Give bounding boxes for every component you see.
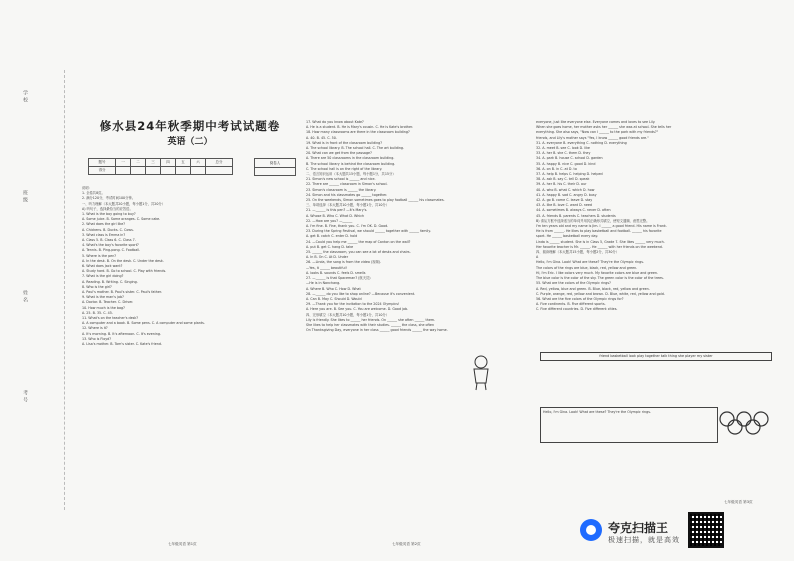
score-cell [116,167,131,175]
text-line: A. In B. On C. At D. Under [306,255,349,260]
text-line: A. Doctor. B. Teacher. C. Driver. [82,300,134,305]
text-line: 25. ______ the classroom, you can see a lot of desks and chairs. [306,250,411,255]
text-line: A. Some juice. B. Some oranges. C. Some cake. [82,217,161,222]
text-line: 55. What are the colors of the Olympic rings? [536,281,611,286]
text-line: 20. What can we get from the passage? [306,151,372,156]
text-line: 29. —Thank you for the invitation to the 2024 Olympics! [306,302,400,307]
word-bank-box: friend basketball look play together talk thing she player my sister [540,352,772,361]
text-line: 4. What's the boy's favorite sport? [82,243,139,248]
text-line: everything. She also says, "Now can I ______ to the park with my friends?" [536,130,659,135]
text-line: A. 40. B. 45. C. 50. [306,135,337,140]
score-table [88,158,233,175]
binding-label-name: 姓名 [22,290,28,304]
text-line: A. In the desk. B. On the desk. C. Under the desk. [82,258,164,263]
text-line: 28. —______ do you like to shop online? —Because it's convenient. [306,291,416,296]
text-line: 三、单项选择（本大题共10小题，每小题1分，共10分） [306,203,390,208]
text-line: —He is in Nanchang. [306,281,341,286]
text-line: 42. A. go B. come C. leave D. stay [536,198,593,203]
text-line: 18. How many classrooms are there in the classroom building? [306,130,410,135]
text-line: 四、阅读理解（本大题共15小题，每小题2分，共30分） [536,250,620,255]
text-line: A. Can B. May C. Should D. Would [306,296,362,301]
text-line: 5. Where is the pen? [82,253,117,258]
text-line: 11. What's on the teacher's desk? [82,316,139,321]
column-page-3 [536,120,772,313]
score-cell [146,167,161,175]
text-line: The colors of the rings are blue, black, red, yellow and green. [536,265,638,270]
text-line: friends, and Lily's mother says "Yes, I know ______ good friends are." [536,135,649,140]
text-line: B. The school library is behind the classroom building. [306,161,396,166]
score-table-value-row [89,167,233,175]
text-line: A. get B. catch C. enter D. hold [306,234,358,239]
text-line: 25. On the weekends, Simon sometimes goes to play football ______ his classmates. [306,198,445,203]
exam-title: 修水县24年秋季期中考试试题卷 [99,119,281,133]
text-line: A. Tennis. B. Ping-pong. C. Football. [82,248,141,253]
text-line: A [536,255,539,260]
page-footer-1: 七年级英语 第1页 [168,542,197,546]
score-cell: 总分 [206,159,233,167]
text-line: A. Reading. B. Writing. C. Singing. [82,279,138,284]
scanner-slogan: 极速扫描，就是高效 [608,536,680,544]
scanner-logo-icon [580,519,602,541]
page-footer-3: 七年级英语 第3页 [724,500,753,504]
text-line: A. Chickens. B. Ducks. C. Cows. [82,227,134,232]
text-line: A. There are 50 classrooms in the classroom building. [306,156,395,161]
text-line: 21. Simon's new school is ______ and nice. [306,177,376,182]
cartoon-child-icon [470,355,492,391]
text-line: 二、语言知识运用（本大题共15小题，每小题1分，共15分） [306,172,396,177]
text-line: A. Five continents. B. Five different sports. [536,302,606,307]
score-cell: 五 [176,159,191,167]
scanner-app-name: 夸克扫描王 [608,521,669,535]
text-line: 9. What is the man's job? [82,295,124,300]
text-line: 22. —How are you? —______ [306,218,353,223]
text-line: C. The school hall is on the right of the library. [306,166,383,171]
text-line: 2. What does the girl like? [82,222,125,227]
text-line: 6. What does Jack want? [82,264,123,269]
text-line: A. Study hard. B. Go to school. C. Play with friends. [82,269,167,274]
column-page-2 [306,120,528,333]
score-cell [161,167,176,175]
text-line: C. Five different countries. D. Five different cities. [536,307,618,312]
text-line: 2. 满分120分，考试时间100分钟。 [82,196,136,201]
score-cell: 二 [131,159,146,167]
score-table-header-row [89,159,233,167]
score-cell [131,167,146,175]
text-line: everyone, just like everyone else. Everyone comes and loves to see Lily. [536,120,656,124]
text-line: 26. —Linda, the song is from the video (视频). [306,260,382,265]
text-line: A. Red, yellow, blue and green. B. Blue, black, red, yellow and green. [536,286,650,291]
text-line: A. He is a student. B. He is Mary's cousin. C. He is Kate's brother. [306,125,414,130]
text-line: A. It's morning. B. It's afternoon. C. It's evening. [82,331,161,336]
score-cell [191,167,206,175]
score-cell: 一 [116,159,131,167]
binding-label-school: 学校 [22,90,28,104]
text-line: 39. A. her B. his C. their D. our [536,182,587,187]
text-line: A. I'm fine. B. Fine, thank you. C. I'm OK. D. Good. [306,224,389,229]
text-line: 34. A. park B. house C. school D. garden [536,156,603,161]
text-line: 10. How much is the bag? [82,305,125,310]
page-footer-2: 七年级英语 第2页 [392,542,421,546]
text-line: Lily is friendly. She likes to ______ her friends. On ______ she often ______ them. [306,317,436,322]
text-line: I'm ten years old and my name is Jim. I ______ a good friend. His name is Frank. [536,224,667,229]
text-line: She likes to help her classmates with their studies. ______ the class, she often [306,322,435,327]
text-line: 23. During the Spring Festival, we should ______ together with ______ family. [306,229,431,234]
text-line: 38. A. ask B. say C. tell D. speak [536,177,590,182]
text-line: 24. Simon and his classmates go ______ together. [306,192,388,197]
text-line: He is from ______. He likes to play basketball and football. ______ his favorite [536,229,662,234]
text-line: A. Where B. Who C. How D. What [306,286,361,291]
text-line: A. Whose B. Who C. What D. Which [306,213,365,218]
binding-label-class: 班级 [22,190,28,204]
text-line: When she goes home, her mother asks her ______ she was at school. She tells her [536,125,672,130]
text-line: Hi, I'm Eric. I like colors very much. My favorite colors are blue and green. [536,270,659,275]
text-line: A. Class 5. B. Class 6. C. Class 7. [82,238,136,243]
text-line: 四、完形填空（本大题共10小题，每小题1分，共10分） [306,312,390,317]
text-line: 37. A. help B. helps C. helping D. helped [536,172,603,177]
text-line: 21. —______ is this pen? —It's Mary's. [306,208,368,213]
binding-label-id: 考号 [22,390,28,404]
text-line: 24. —Could you help me ______ the map of Canton on the wall? [306,239,411,244]
olympic-box-text: Hello, I'm Gina. Look! What are these? They're the Olympic rings. [543,410,651,414]
text-line: 3. What class is Emma in? [82,232,126,237]
text-line: 31. A. everyone B. everything C. nothing D. everything [536,140,627,145]
score-cell: 三 [146,159,161,167]
score-cell [206,167,233,175]
score-cell [176,167,191,175]
text-line: 8. Who is the girl? [82,284,112,289]
text-line: 33. A. her B. she C. them D. they [536,151,591,156]
text-line: 1. What is the boy going to buy? [82,212,136,217]
text-line: 19. What is in front of the classroom building? [306,140,383,145]
text-line: Her favorite teacher is Mr. ______. He ______ with her friends on the weekend. [536,244,663,249]
score-cell: 题号 [89,159,116,167]
exam-subtitle: 英语（二） [167,137,213,147]
text-line: A. looks B. sounds C. feels D. smells [306,270,366,275]
text-line: 13. Who is Floyd? [82,336,112,341]
text-line: A. Here you are. B. See you. C. You are welcome. D. Good job. [306,307,409,312]
text-line: 36. A. on B. in C. at D. to [536,166,577,171]
text-line: On Thanksgiving Day, everyone in her class ______ good friends ______ the way home. [306,328,448,333]
olympic-rings-icon [718,410,770,436]
text-line: The blue color is the color of the sky. The green color is the color of the trees. [536,276,664,281]
text-line: A. put B. get C. hang D. take [306,244,354,249]
score-cell: 四 [161,159,176,167]
text-line: —Yes, it ______ beautiful! [306,265,347,270]
scorer-label: 阅卷人 [255,159,295,168]
olympic-reading-box [540,407,718,443]
text-line: 1. 全卷共8页。 [82,191,105,196]
text-line: 23. Simon's classroom is ______ the library. [306,187,377,192]
text-line: sport. He ______ basketball every day. [536,234,599,239]
text-line: 41. A. happy B. sad C. angry D. busy [536,192,597,197]
text-line: 44. A. sometimes B. always C. never D. often [536,208,611,213]
score-cell: 六 [191,159,206,167]
text-line: C. Purple, orange, red, yellow and brown. D. Blue, white, red, yellow and gold. [536,291,665,296]
text-line: B) 请从方框中选择适当的单词并用其正确形式填空，使短文通顺、意思完整。 [536,218,650,223]
text-line: Linda is ______ student. She is in Class 5, Grade 7. She likes ______ very much. [536,239,665,244]
text-line: A) 听句子，选择最恰当的应答语。 [82,206,133,211]
binding-margin [8,70,65,510]
text-line: 7. What is the girl doing? [82,274,124,279]
text-line: 35. A. happy B. nice C. good D. kind [536,161,596,166]
text-line: 一、听力理解（本大题共20小题，每小题1分，共20分） [82,201,166,206]
text-line: A. The school library. B. The school hall. C. The art building. [306,146,405,151]
text-line: 22. There are ______ classroom in Simon's school. [306,182,388,187]
score-cell: 得分 [89,167,116,175]
text-line: 27. —______ is that Spaceman? (航天员) [306,276,371,281]
text-line: 说明： [82,186,92,190]
text-line: 43. A. like B. love C. want D. need [536,203,593,208]
text-line: A. Lisa's mother. B. Tom's sister. C. Kate's friend. [82,342,162,347]
text-line: 45. A. friends B. parents C. teachers D. students [536,213,616,218]
text-line: 40. A. who B. what C. which D. how [536,187,595,192]
text-line: A. Paul's mother. B. Paul's sister. C. Paul's father. [82,290,162,295]
text-line: A. 25. B. 35. C. 45. [82,310,113,315]
text-line: 32. A. meet B. see C. look D. like [536,146,590,151]
qr-code-icon [688,512,724,548]
text-line: 12. Where is it? [82,326,108,331]
text-line: 17. What do you know about Kate? [306,120,364,124]
text-line: 56. What are the five colors of the Olympic rings for? [536,296,624,301]
scorer-box [254,158,296,176]
text-line: A. A computer and a book. B. Some pens. C. A computer and some plants. [82,321,205,326]
text-line: Hello, I'm Gina. Look! What are these? They're the Olympic rings. [536,260,644,265]
column-page-1 [82,186,300,347]
